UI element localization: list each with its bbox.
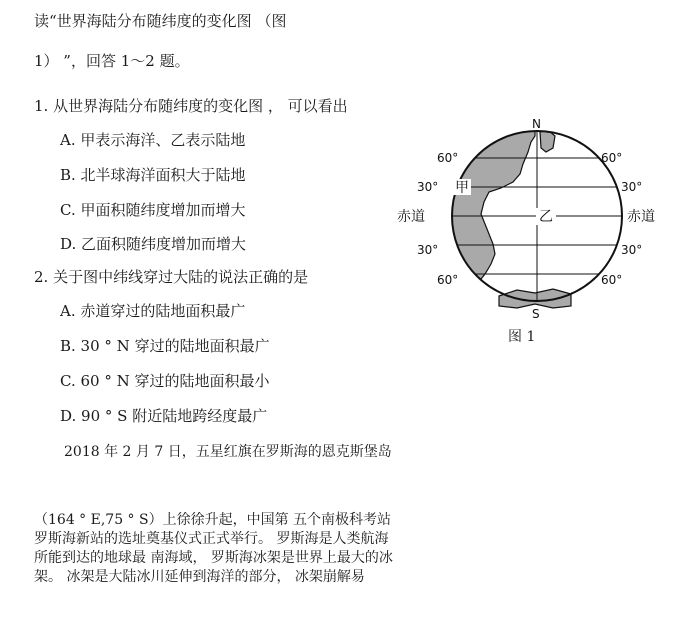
label-60s-west: 60°: [437, 273, 459, 287]
q2-stem: 2. 关于图中纬线穿过大陆的说法正确的是: [34, 268, 309, 286]
q2-option-a: A. 赤道穿过的陆地面积最广: [60, 302, 246, 320]
q2-option-b: B. 30 ° N 穿过的陆地面积最广: [60, 337, 270, 355]
label-30n-east: 30°: [621, 180, 643, 194]
passage-paragraph-1: 2018 年 2 月 7 日，五星红旗在罗斯海的恩克斯堡岛: [64, 444, 392, 460]
label-equator-west: 赤道: [397, 209, 425, 225]
intro-line-2: 1） ”，回答 1～2 题。: [34, 52, 190, 70]
label-jia: 甲: [455, 180, 469, 196]
land-sea-latitude-figure: [395, 118, 670, 353]
label-30n-west: 30°: [417, 180, 439, 194]
globe-diagram: [395, 118, 670, 353]
intro-line-1: 读“世界海陆分布随纬度的变化图 （图: [34, 12, 287, 30]
label-south-pole: S: [532, 307, 540, 321]
label-60s-east: 60°: [601, 273, 623, 287]
label-30s-west: 30°: [417, 243, 439, 257]
label-yi: 乙: [539, 209, 553, 225]
q2-option-d: D. 90 ° S 附近陆地跨经度最广: [60, 407, 268, 425]
label-north-pole: N: [532, 118, 541, 131]
label-equator-east: 赤道: [627, 209, 655, 225]
label-60n-west: 60°: [437, 151, 459, 165]
q1-option-b: B. 北半球海洋面积大于陆地: [60, 166, 246, 184]
q1-option-a: A. 甲表示海洋、乙表示陆地: [60, 131, 246, 149]
q2-option-c: C. 60 ° N 穿过的陆地面积最小: [60, 372, 270, 390]
figure-caption: 图 1: [508, 329, 536, 345]
q1-option-d: D. 乙面积随纬度增加而增大: [60, 235, 247, 253]
label-30s-east: 30°: [621, 243, 643, 257]
q1-stem: 1. 从世界海陆分布随纬度的变化图 ， 可以看出: [34, 97, 348, 115]
q1-option-c: C. 甲面积随纬度增加而增大: [60, 201, 246, 219]
passage-paragraph-2: （164 ° E,75 ° S）上徐徐升起，中国第 五个南极科考站罗斯海新站的选址奠基仪式正式举行。 罗斯海是人类航海所能到达的地球最 南海域， 罗斯海冰架是世界上最大的冰架。 冰架是大陆冰川延伸到海洋的部分， 冰架崩解易: [34, 512, 393, 585]
label-60n-east: 60°: [601, 151, 623, 165]
